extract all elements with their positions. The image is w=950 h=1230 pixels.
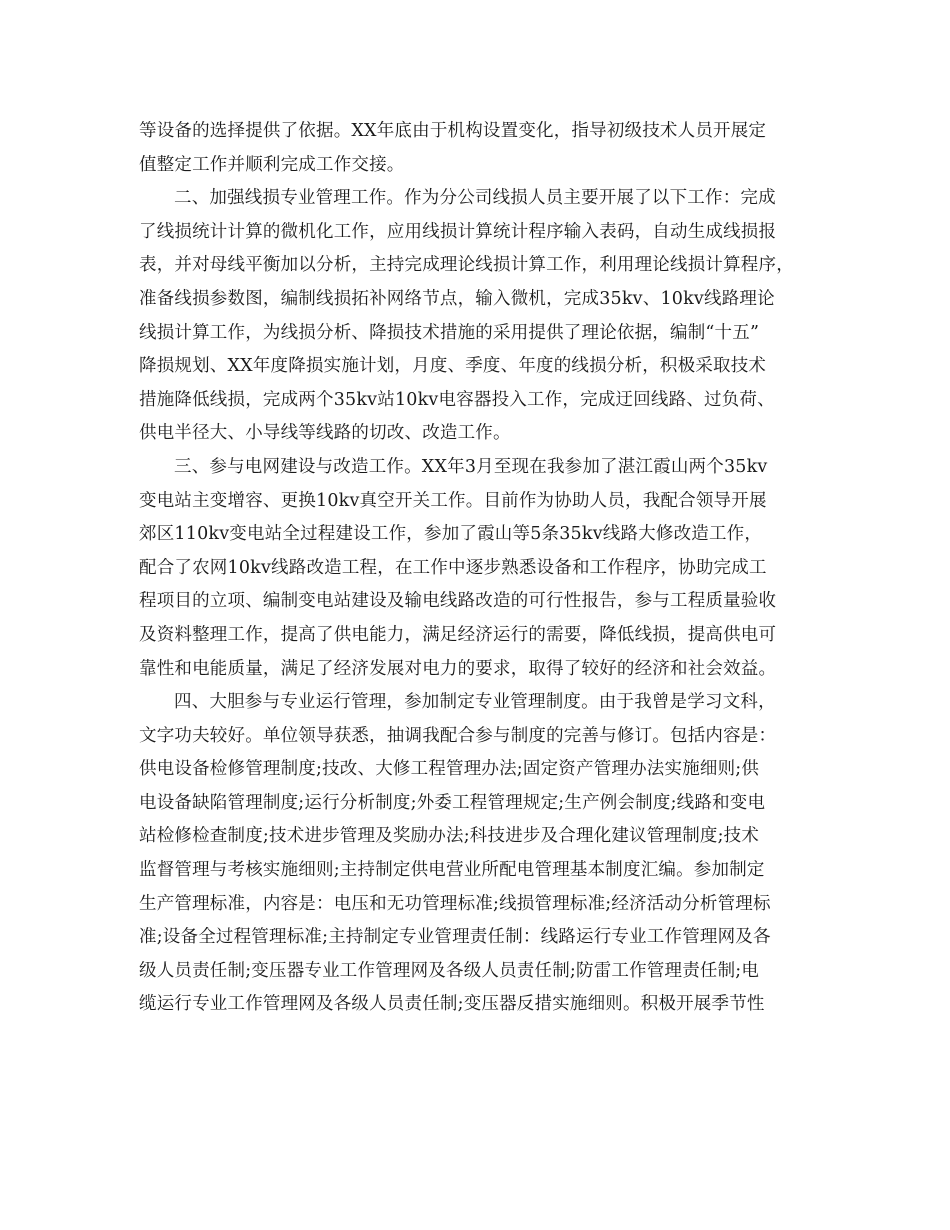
- text-line: 供电设备检修管理制度;技改、大修工程管理办法;固定资产管理办法实施细则;供: [139, 759, 760, 780]
- text-line: 二、加强线损专业管理工作。作为分公司线损人员主要开展了以下工作：完成: [174, 188, 776, 209]
- text-line: 准;设备全过程管理标准;主持制定专业管理责任制：线路运行专业工作管理网及各: [139, 927, 771, 948]
- text-line: 值整定工作并顺利完成工作交接。: [139, 154, 405, 175]
- text-line: 缆运行专业工作管理网及各级人员责任制;变压器反措实施细则。积极开展季节性: [139, 994, 765, 1015]
- text-line: 文字功夫较好。单位领导获悉，抽调我配合参与制度的完善与修订。包括内容是：: [139, 725, 777, 746]
- text-line: 程项目的立项、编制变电站建设及输电线路改造的可行性报告，参与工程质量验收: [139, 591, 777, 612]
- text-line: 郊区110kv变电站全过程建设工作，参加了霞山等5条35kv线路大修改造工作，: [139, 524, 763, 545]
- text-line: 供电半径大、小导线等线路的切改、改造工作。: [139, 423, 511, 444]
- text-line: 生产管理标准，内容是：电压和无功管理标准;线损管理标准;经济活动分析管理标: [139, 893, 771, 914]
- text-line: 线损计算工作，为线损分析、降损技术措施的采用提供了理论依据，编制“十五”: [139, 322, 760, 343]
- text-line: 变电站主变增容、更换10kv真空开关工作。目前作为协助人员，我配合领导开展: [139, 490, 767, 511]
- text-line: 电设备缺陷管理制度;运行分析制度;外委工程管理规定;生产例会制度;线路和变电: [139, 792, 766, 813]
- text-line: 站检修检查制度;技术进步管理及奖励办法;科技进步及合理化建议管理制度;技术: [139, 826, 760, 847]
- text-line: 四、大胆参与专业运行管理，参加制定专业管理制度。由于我曾是学习文科，: [174, 692, 776, 713]
- document-body: [139, 115, 839, 1022]
- text-line: 等设备的选择提供了依据。XX年底由于机构设置变化，指导初级技术人员开展定: [139, 121, 767, 141]
- text-line: 靠性和电能质量，满足了经济发展对电力的要求，取得了较好的经济和社会效益。: [139, 658, 777, 679]
- text-line: 配合了农网10kv线路改造工程，在工作中逐步熟悉设备和工作程序，协助完成工: [139, 557, 767, 578]
- text-line: 措施降低线损，完成两个35kv站10kv电容器投入工作，完成迂回线路、过负荷、: [139, 389, 775, 410]
- text-line: 监督管理与考核实施细则;主持制定供电营业所配电管理基本制度汇编。参加制定: [139, 860, 765, 881]
- text-line: 及资料整理工作，提高了供电能力，满足经济运行的需要，降低线损，提高供电可: [139, 624, 777, 645]
- text-line: 表，并对母线平衡加以分析，主持完成理论线损计算工作，利用理论线损计算程序，: [139, 255, 794, 276]
- text-line: 三、参与电网建设与改造工作。XX年3月至现在我参加了湛江霞山两个35kv: [174, 456, 768, 477]
- text-line: 降损规划、XX年度降损实施计划，月度、季度、年度的线损分析，积极采取技术: [139, 356, 767, 377]
- text-line: 准备线损参数图，编制线损拓补网络节点，输入微机，完成35kv、10kv线路理论: [139, 288, 775, 309]
- text-line: 级人员责任制;变压器专业工作管理网及各级人员责任制;防雷工作管理责任制;电: [139, 960, 760, 981]
- text-line: 了线损统计计算的微机化工作，应用线损计算统计程序输入表码，自动生成线损报: [139, 221, 777, 242]
